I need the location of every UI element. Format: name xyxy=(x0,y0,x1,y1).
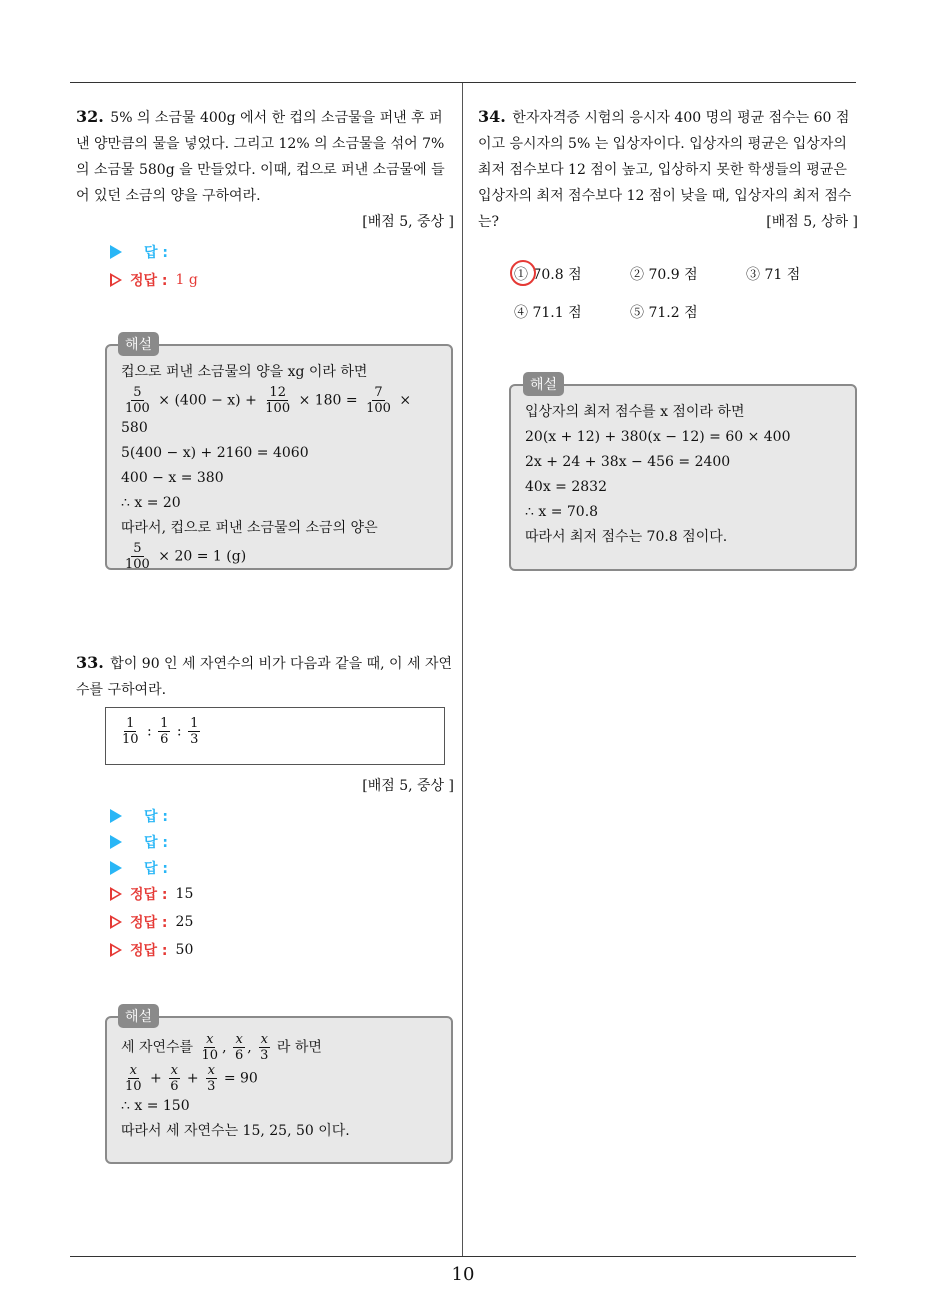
problem-34 xyxy=(478,104,858,235)
solution-line: 20(x + 12) + 380(x − 12) = 60 × 400 xyxy=(525,429,791,445)
answer-line xyxy=(110,832,168,852)
solution-tag: 해설 xyxy=(118,332,159,356)
correct-answer-line xyxy=(110,940,193,960)
correct-answer-value: 1 g xyxy=(175,272,198,288)
answer-line xyxy=(110,858,168,878)
play-triangle-icon xyxy=(110,809,122,823)
solution-line: ∴ x = 20 xyxy=(121,495,181,511)
outline-triangle-icon xyxy=(110,273,122,287)
solution-line: 입상자의 최저 점수를 x 점이라 하면 xyxy=(525,404,745,420)
solution-line: 컵으로 퍼낸 소금물의 양을 xg 이라 하면 xyxy=(121,364,368,380)
choice-4[interactable]: ④ 71.1 점 xyxy=(514,305,582,321)
choice-2[interactable]: ② 70.9 점 xyxy=(630,267,698,283)
problem-number: 33. xyxy=(76,653,104,672)
selected-circle-icon xyxy=(510,260,536,286)
column-divider xyxy=(462,83,463,1257)
answer-line xyxy=(110,806,168,826)
solution-line: ∴ x = 150 xyxy=(121,1098,190,1114)
problem-32 xyxy=(76,104,454,235)
solution-line: 5(400 − x) + 2160 = 4060 xyxy=(121,445,309,461)
answer-label: 답 : xyxy=(144,835,168,851)
correct-answer-label: 정답 : xyxy=(130,273,168,289)
answer-label: 답 : xyxy=(144,809,168,825)
solution-equation: $\frac{5}{100}$ × 20 = 1 (g) xyxy=(125,541,247,572)
outline-triangle-icon xyxy=(110,943,122,957)
correct-answer-line xyxy=(110,884,193,904)
problem-meta: [배점 5, 상하 ] xyxy=(766,214,858,230)
solution-equation: 세 자연수를 $\frac{x}{10}$ , $\frac{x}{6}$ , $\frac{x}{3}$ 라 하면 xyxy=(121,1032,322,1063)
problem-33 xyxy=(76,650,454,703)
correct-answer-label: 정답 : xyxy=(130,887,168,903)
problem-number: 32. xyxy=(76,107,104,126)
top-rule xyxy=(70,82,856,83)
correct-answer-value: 50 xyxy=(175,942,194,958)
solution-box xyxy=(509,384,857,571)
choice-3[interactable]: ③ 71 점 xyxy=(746,267,801,283)
answer-line xyxy=(110,242,168,262)
correct-answer-line xyxy=(110,912,193,932)
play-triangle-icon xyxy=(110,861,122,875)
problem-text: 5% 의 소금물 400g 에서 한 컵의 소금물을 퍼낸 후 퍼낸 양만큼의 물을 넣었다. 그리고 12% 의 소금물을 섞어 7% 의 소금물 580g 을 만들었다. 이때, 컵으로 퍼낸 소금물에 들어 있던 소금의 양을 구하여라. xyxy=(76,110,445,204)
solution-line: 따라서 세 자연수는 15, 25, 50 이다. xyxy=(121,1123,350,1139)
solution-line: ∴ x = 70.8 xyxy=(525,504,599,520)
outline-triangle-icon xyxy=(110,915,122,929)
solution-tag: 해설 xyxy=(523,372,564,396)
solution-tag: 해설 xyxy=(118,1004,159,1028)
correct-answer-label: 정답 : xyxy=(130,943,168,959)
solution-line: 따라서, 컵으로 퍼낸 소금물의 소금의 양은 xyxy=(121,520,378,536)
page-number: 10 xyxy=(451,1264,475,1285)
bottom-rule xyxy=(70,1256,856,1257)
solution-equation: $\frac{5}{100}$ × (400 − x) + $\frac{12}{100}$ × 180 = $\frac{7}{100}$ × 580 xyxy=(121,385,412,436)
solution-line: 400 − x = 380 xyxy=(121,470,224,486)
solution-line: 따라서 최저 점수는 70.8 점이다. xyxy=(525,529,728,545)
solution-box xyxy=(105,344,453,570)
choice-1[interactable]: ① 70.8 점 xyxy=(514,264,582,284)
choice-list xyxy=(514,264,854,324)
solution-equation: $\frac{x}{10}$ + $\frac{x}{6}$ + $\frac{x}{3}$ = 90 xyxy=(125,1063,258,1094)
outline-triangle-icon xyxy=(110,887,122,901)
answer-label: 답 : xyxy=(144,861,168,877)
answer-label: 답 : xyxy=(144,245,168,261)
correct-answer-value: 15 xyxy=(175,886,194,902)
problem-number: 34. xyxy=(478,107,506,126)
correct-answer-label: 정답 : xyxy=(130,915,168,931)
solution-line: 2x + 24 + 38x − 456 = 2400 xyxy=(525,454,731,470)
problem-meta: [배점 5, 중상 ] xyxy=(362,778,454,794)
problem-text: 한자자격증 시험의 응시자 400 명의 평균 점수는 60 점이고 응시자의 5% 는 입상자이다. 입상자의 평균은 입상자의 최저 점수보다 12 점이 높고, 입상하지 못한 학생들의 평균은 입상자의 최저 점수보다 12 점이 낮을 때, 입상자의 최저 점수는? xyxy=(478,110,852,230)
problem-meta: [배점 5, 중상 ] xyxy=(362,214,454,230)
choice-5[interactable]: ⑤ 71.2 점 xyxy=(630,305,698,321)
solution-line: 40x = 2832 xyxy=(525,479,607,495)
ratio-box: $\frac{1}{10}$ : $\frac{1}{6}$ : $\frac{1}{3}$ xyxy=(105,707,445,765)
solution-box xyxy=(105,1016,453,1164)
play-triangle-icon xyxy=(110,245,122,259)
problem-text: 합이 90 인 세 자연수의 비가 다음과 같을 때, 이 세 자연수를 구하여라. xyxy=(76,656,452,698)
correct-answer-line xyxy=(110,270,198,290)
play-triangle-icon xyxy=(110,835,122,849)
correct-answer-value: 25 xyxy=(175,914,194,930)
